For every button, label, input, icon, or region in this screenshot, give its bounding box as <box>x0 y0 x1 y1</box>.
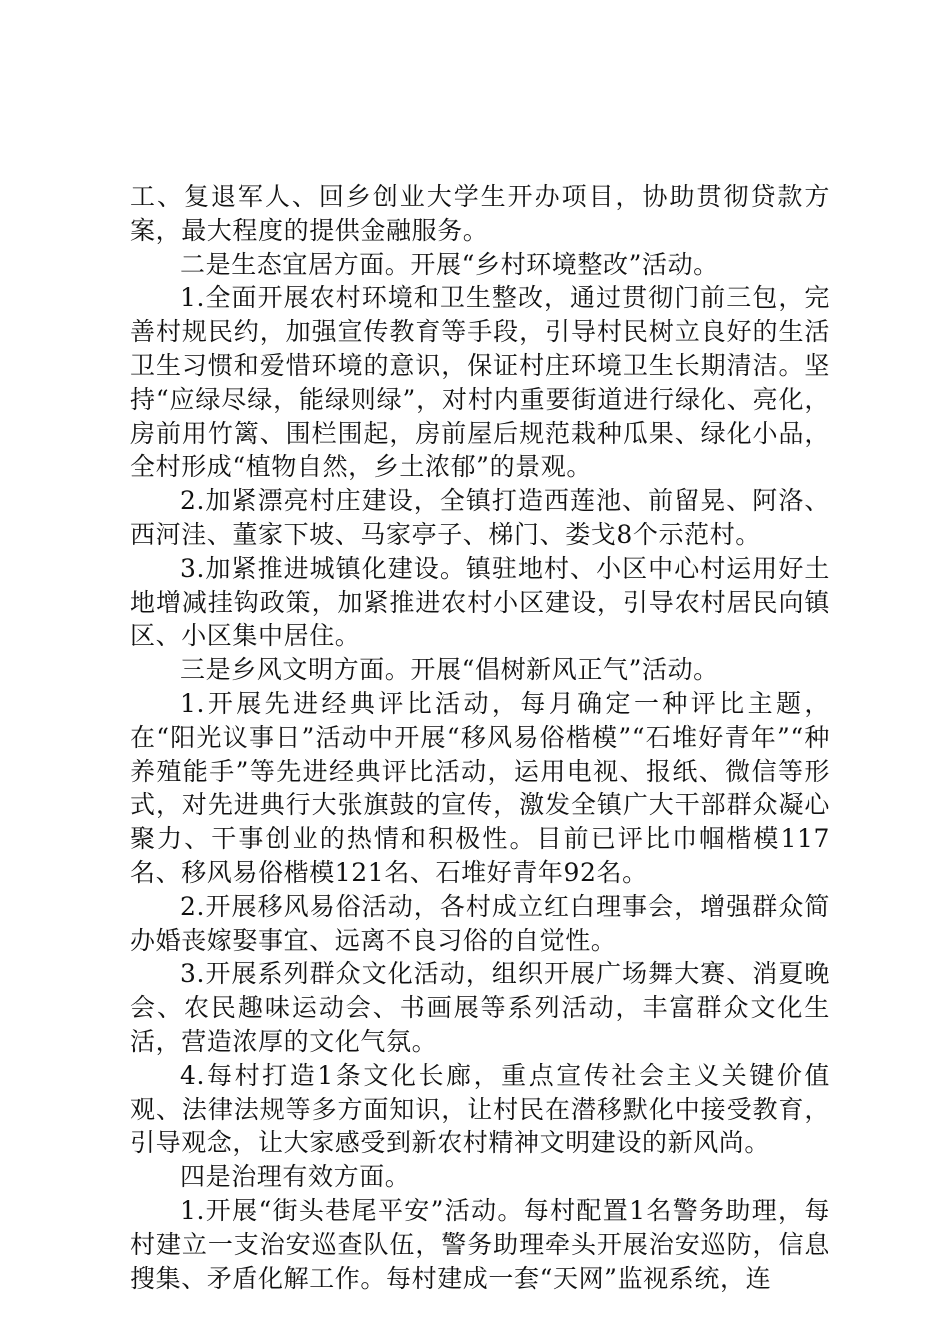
paragraph: 四是治理有效方面。 <box>180 1162 411 1192</box>
paragraph: 1.开展“街头巷尾平安”活动。每村配置1名警务助理，每村建立一支治安巡查队伍，警务助理牵头开展治安巡防，信息搜集、矛盾化解工作。每村建成一套“天网”监视系统，连 <box>130 1195 830 1293</box>
paragraph: 4.每村打造1条文化长廊，重点宣传社会主义关键价值观、法律法规等多方面知识，让村民在潜移默化中接受教育，引导观念，让大家感受到新农村精神文明建设的新风尚。 <box>130 1060 830 1158</box>
document-body <box>130 180 830 1295</box>
paragraph: 1.全面开展农村环境和卫生整改，通过贯彻门前三包，完善村规民约，加强宣传教育等手段，引导村民树立良好的生活卫生习惯和爱惜环境的意识，保证村庄环境卫生长期清洁。坚持“应绿尽绿，能绿则绿”，对村内重要街道进行绿化、亮化，房前用竹篱、围栏围起，房前屋后规范栽种瓜果、绿化小品，全村形成“植物自然，乡土浓郁”的景观。 <box>130 283 830 482</box>
paragraph: 2.加紧漂亮村庄建设，全镇打造西莲池、前留晃、阿洛、西河洼、董家下坡、马家亭子、梯门、娄戈8个示范村。 <box>130 486 830 549</box>
paragraph: 二是生态宜居方面。开展“乡村环境整改”活动。 <box>180 249 719 279</box>
paragraph: 3.开展系列群众文化活动，组织开展广场舞大赛、消夏晚会、农民趣味运动会、书画展等系列活动，丰富群众文化生活，营造浓厚的文化气氛。 <box>130 959 830 1056</box>
paragraph: 3.加紧推进城镇化建设。镇驻地村、小区中心村运用好土地增减挂钩政策，加紧推进农村小区建设，引导农村居民向镇区、小区集中居住。 <box>130 553 830 651</box>
paragraph: 工、复退军人、回乡创业大学生开办项目，协助贯彻贷款方案，最大程度的提供金融服务。 <box>130 182 830 245</box>
paragraph: 2.开展移风易俗活动，各村成立红白理事会，增强群众简办婚丧嫁娶事宜、远离不良习俗的自觉性。 <box>130 891 830 955</box>
paragraph: 1.开展先进经典评比活动，每月确定一种评比主题，在“阳光议事日”活动中开展“移风易俗楷模”“石堆好青年”“种养殖能手”等先进经典评比活动，运用电视、报纸、微信等形式，对先进典行大张旗鼓的宣传，激发全镇广大干部群众凝心聚力、干事创业的热情和积极性。目前已评比巾帼楷模117名、移风易俗楷模121名、石堆好青年92名。 <box>130 688 830 887</box>
paragraph: 三是乡风文明方面。开展“倡树新风正气”活动。 <box>180 655 719 685</box>
